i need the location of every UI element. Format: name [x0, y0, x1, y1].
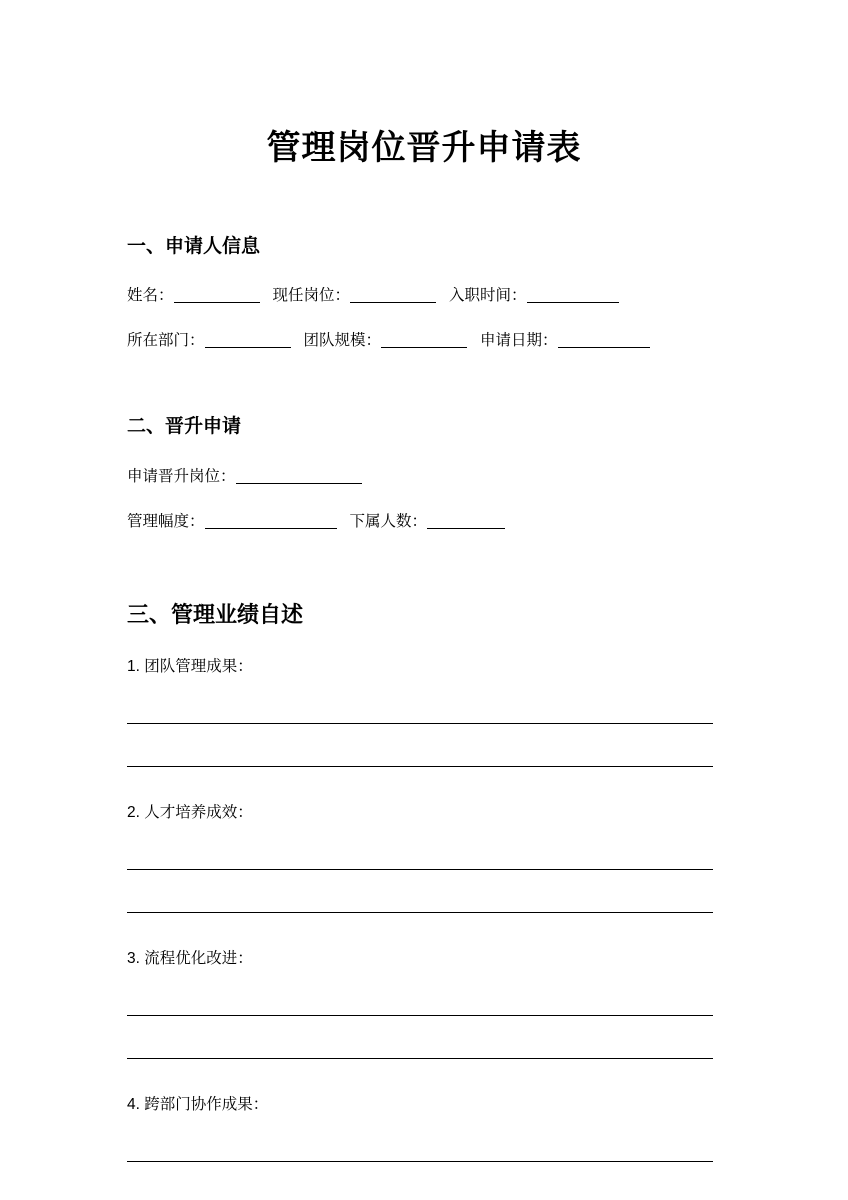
performance-item-label: 3. 流程优化改进：: [127, 950, 253, 968]
subordinate-count-input[interactable]: [427, 516, 505, 529]
performance-write-rule[interactable]: [127, 766, 713, 767]
name-input[interactable]: [174, 290, 260, 303]
document-content: [127, 0, 721, 1162]
performance-write-rule[interactable]: [127, 912, 713, 913]
performance-write-rule[interactable]: [127, 723, 713, 724]
target-position-label: 申请晋升岗位：: [127, 468, 236, 486]
current-position-label: 现任岗位：: [272, 287, 351, 305]
application-date-input[interactable]: [558, 335, 650, 348]
performance-write-rule[interactable]: [127, 1161, 713, 1162]
department-input[interactable]: [205, 335, 291, 348]
team-size-label: 团队规模：: [303, 332, 382, 350]
applicant-info-row-2: [127, 331, 721, 352]
hire-date-input[interactable]: [527, 290, 619, 303]
target-position-input[interactable]: [236, 471, 362, 484]
section-heading-applicant-info: 一、申请人信息: [127, 235, 261, 257]
performance-write-rule[interactable]: [127, 1015, 713, 1016]
management-scope-input[interactable]: [205, 516, 337, 529]
application-date-label: 申请日期：: [480, 332, 558, 350]
page-title: 管理岗位晋升申请表: [266, 129, 582, 167]
hire-date-label: 入职时间：: [449, 287, 527, 305]
applicant-info-row-1: [127, 286, 721, 307]
performance-write-rule[interactable]: [127, 1058, 713, 1059]
section-heading-promotion-application: 二、晋升申请: [127, 416, 242, 438]
section-heading-performance-statement: 三、管理业绩自述: [127, 601, 304, 627]
management-scope-label: 管理幅度：: [127, 512, 205, 530]
current-position-input[interactable]: [350, 290, 436, 303]
team-size-input[interactable]: [381, 335, 467, 348]
performance-item-label: 1. 团队管理成果：: [127, 658, 253, 676]
promotion-row-1: [127, 467, 721, 488]
department-label: 所在部门：: [127, 332, 205, 350]
performance-item-label: 4. 跨部门协作成果：: [127, 1096, 269, 1114]
subordinate-count-label: 下属人数：: [349, 512, 428, 530]
name-label: 姓名：: [127, 287, 174, 305]
promotion-row-2: [127, 512, 721, 533]
performance-item-label: 2. 人才培养成效：: [127, 804, 253, 822]
performance-write-rule[interactable]: [127, 869, 713, 870]
